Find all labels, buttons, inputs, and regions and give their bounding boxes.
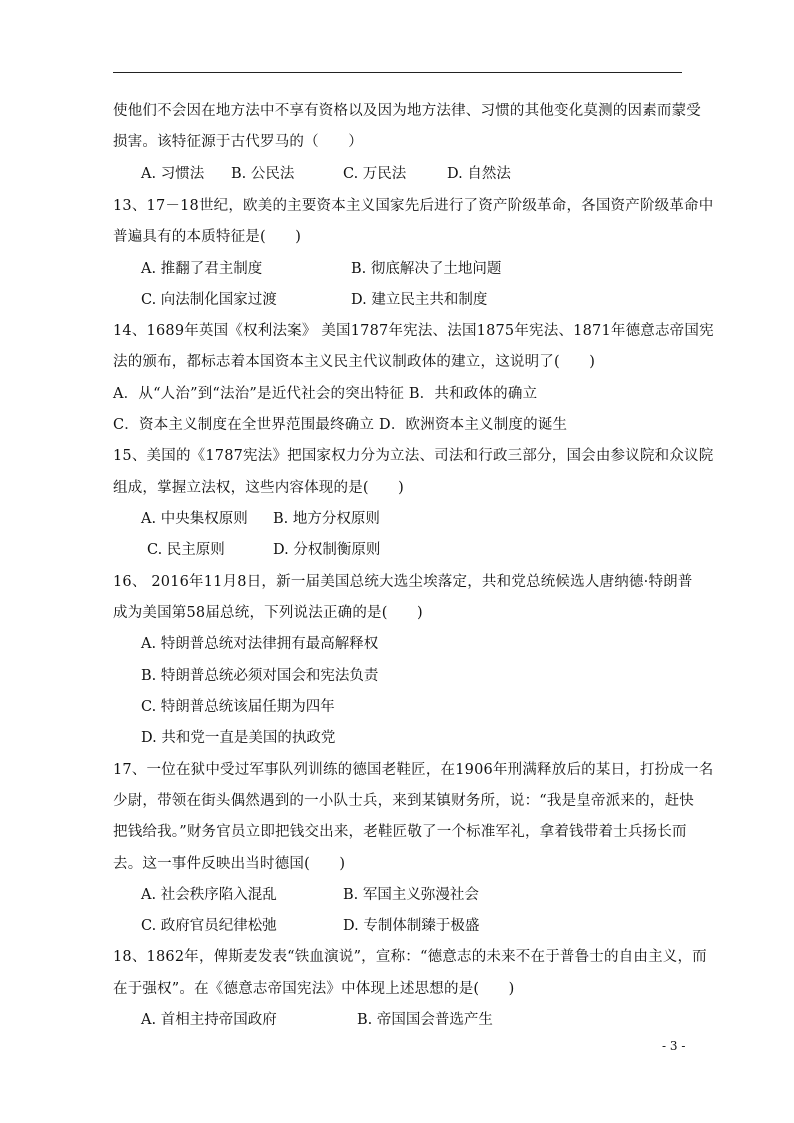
header-rule [113,72,682,73]
q17-option-a: A. 社会秩序陷入混乱 [141,887,277,903]
q15-option-a: A. 中央集权原则 [141,511,248,527]
q13-line-2: 普遍具有的本质特征是( ) [113,229,302,245]
q13-option-a: A. 推翻了君主制度 [141,261,263,277]
q13-line-1: 13、17－18世纪，欧美的主要资本主义国家先后进行了资产阶级革命，各国资产阶级革命中 [113,198,714,214]
q17-option-d: D. 专制体制臻于极盛 [343,918,480,934]
q14-options-ab: A．从“人治”到“法治”是近代社会的突出特征 B．共和政体的确立 [113,386,538,402]
q12-option-d: D. 自然法 [447,166,511,182]
q18-option-a: A. 首相主持帝国政府 [141,1012,277,1028]
q17-option-b: B. 军国主义弥漫社会 [343,887,479,903]
q17-line-1: 17、一位在狱中受过军事队列训练的德国老鞋匠，在1906年刑满释放后的某日，打扮成一名 [113,762,714,778]
q13-option-b: B. 彻底解决了土地问题 [351,261,502,277]
q12-option-b: B. 公民法 [231,166,295,182]
q14-line-2: 法的颁布，都标志着本国资本主义民主代议制政体的建立，这说明了( ) [113,354,596,370]
q12-line-2: 损害。该特征源于古代罗马的（ ） [113,134,363,150]
q12-line-1: 使他们不会因在地方法中不享有资格以及因为地方法律、习惯的其他变化莫测的因素而蒙受 [113,103,701,119]
q13-option-d: D. 建立民主共和制度 [351,292,488,308]
q14-line-1: 14、1689年英国《权利法案》 美国1787年宪法、法国1875年宪法、1871年德意志帝国宪 [113,323,714,339]
q18-option-b: B. 帝国国会普选产生 [357,1012,493,1028]
page-number: - 3 - [662,1039,686,1053]
q17-line-3: 把钱给我。”财务官员立即把钱交出来，老鞋匠敬了一个标准军礼，拿着钱带着士兵扬长而 [113,824,687,840]
q14-options-cd: C．资本主义制度在全世界范围最终确立 D．欧洲资本主义制度的诞生 [113,417,568,433]
q16-option-a: A. 特朗普总统对法律拥有最高解释权 [141,636,379,652]
q17-line-4: 去。这一事件反映出当时德国( ) [113,856,346,872]
q18-line-2: 在于强权”。在《德意志帝国宪法》中体现上述思想的是( ) [113,981,515,997]
q12-option-a: A. 习惯法 [141,166,205,182]
q15-option-c: C. 民主原则 [147,542,225,558]
q16-option-c: C. 特朗普总统该届任期为四年 [141,699,335,715]
q12-option-c: C. 万民法 [343,166,407,182]
q18-line-1: 18、1862年，俾斯麦发表“铁血演说”，宣称：“德意志的未来不在于普鲁士的自由主义，而 [113,949,707,965]
q16-option-d: D. 共和党一直是美国的执政党 [141,730,336,746]
q17-option-c: C. 政府官员纪律松弛 [141,918,277,934]
q15-option-b: B. 地方分权原则 [273,511,380,527]
q13-option-c: C. 向法制化国家过渡 [141,292,277,308]
q17-line-2: 少尉，带领在街头偶然遇到的一小队士兵，来到某镇财务所，说：“我是皇帝派来的，赶快 [113,793,694,809]
q16-line-2: 成为美国第58届总统，下列说法正确的是( ) [113,605,423,621]
q15-line-2: 组成，掌握立法权，这些内容体现的是( ) [113,480,405,496]
q15-line-1: 15、美国的《1787宪法》把国家权力分为立法、司法和行政三部分，国会由参议院和众议院 [113,448,714,464]
q16-line-1: 16、 2016年11月8日，新一届美国总统大选尘埃落定，共和党总统候选人唐纳德·特朗普 [113,574,693,590]
q16-option-b: B. 特朗普总统必须对国会和宪法负责 [141,668,379,684]
q15-option-d: D. 分权制衡原则 [273,542,381,558]
